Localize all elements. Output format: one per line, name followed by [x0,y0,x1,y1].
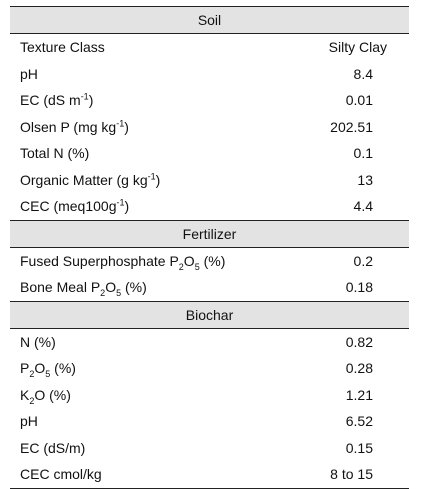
section-header-fertilizer [10,220,409,247]
row-value: 0.01 [345,92,373,109]
table-row [10,247,409,274]
row-value: 4.4 [353,198,373,215]
table-row [10,355,409,382]
section-title: Soil [10,7,409,34]
table-row [10,114,409,141]
row-label: N (%) [20,333,56,350]
row-label: Total N (%) [20,145,90,162]
row-label: EC (dS/m) [20,439,86,456]
row-label: CEC cmol/kg [10,461,301,488]
row-label: Organic Matter (g $kg^{-1}$) [20,171,161,188]
properties-table [10,6,409,489]
section-header-biochar [10,301,409,328]
table-row [10,193,409,220]
row-value: 8 to 15 [301,461,409,488]
table-row [10,328,409,355]
row-value: Silty Clay [328,39,387,56]
table-row [10,87,409,114]
row-label: EC (dS $m^{-1}$) [20,91,94,109]
table-row [10,61,409,88]
row-label: $P_2O_5$ (%) [20,360,76,380]
row-label: Olsen P (mg $kg^{-1}$) [20,118,129,135]
section-title: Fertilizer [10,220,409,247]
table-row [10,34,409,61]
row-label: $K_2O$ (%) [20,386,71,406]
row-value: 6.52 [345,413,373,430]
row-label: pH [20,413,38,430]
table-row [10,140,409,167]
row-value: 0.2 [353,252,373,269]
section-header-soil [10,7,409,34]
table-row [10,435,409,462]
row-value: 0.15 [345,439,373,456]
row-label: Bone Meal $P_2O_5$ (%) [20,279,147,299]
table-row [10,408,409,435]
table-row [10,167,409,194]
table-row [10,382,409,409]
row-value: 13 [357,171,373,188]
row-label: Texture Class [20,39,105,56]
table-row [10,461,409,488]
row-label: Fused Superphosphate $P_2O_5$ (%) [20,252,226,272]
table-row [10,274,409,301]
row-value: 1.21 [345,386,373,403]
row-value: 0.1 [353,145,373,162]
section-title: Biochar [10,301,409,328]
row-label: pH [20,65,38,82]
row-value: 0.82 [345,333,373,350]
row-value: 0.18 [345,279,373,296]
row-value: 8.4 [353,65,373,82]
row-value: 0.28 [345,360,373,377]
row-label: CEC $(meq100g^{-1})$ [20,197,130,215]
row-value: 202.51 [330,118,373,135]
